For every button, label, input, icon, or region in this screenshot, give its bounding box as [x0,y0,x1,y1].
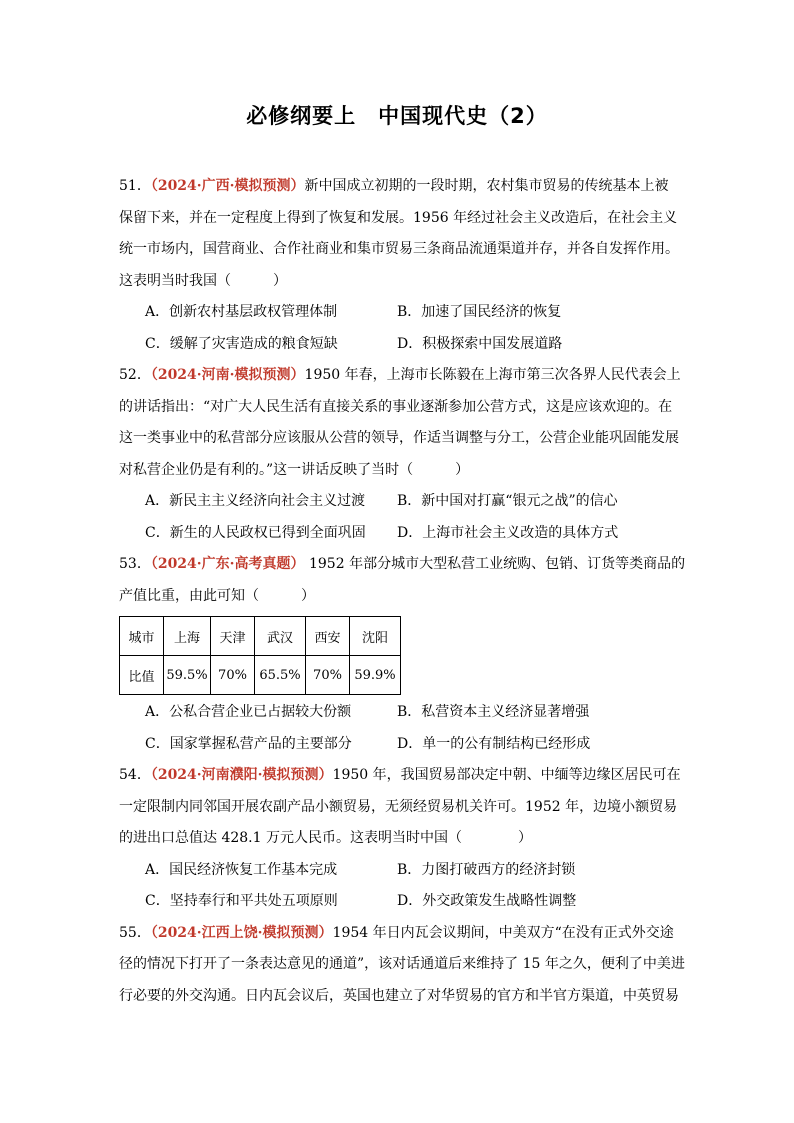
question-list [119,171,686,1012]
table-row [120,656,401,695]
question-source: （2024·江西上饶·模拟预测） [150,924,333,941]
question-text: 产值比重，由此可知（ ） [119,587,315,604]
option-b: B．加速了国民经济的恢复 [397,304,562,320]
table-cell: 70% [306,656,350,695]
option-d: D．单一的公有制结构已经形成 [397,735,591,752]
option-d: D．积极探索中国发展道路 [397,335,563,352]
question-51 [119,171,679,360]
question-52 [119,360,679,549]
option-a: A．公私合营企业已占据较大份额 [145,704,352,720]
question-text: 对私营企业仍是有利的。”这一讲话反映了当时（ ） [119,461,470,478]
question-text: 保留下来，并在一定程度上得到了恢复和发展。1956 年经过社会主义改造后，在社会主义 [119,209,678,226]
option-b: B．新中国对打赢“银元之战”的信心 [397,493,618,509]
question-text: 统一市场内，国营商业、合作社商业和集市贸易三条商品流通渠道并存，并各自发挥作用。 [119,241,679,257]
table-cell: 武汉 [255,617,306,656]
option-c: C．国家掌握私营产品的主要部分 [145,735,352,752]
option-b: B．力图打破西方的经济封锁 [397,861,576,878]
option-c: C．新生的人民政权已得到全面巩固 [145,524,366,541]
option-d: D．上海市社会主义改造的具体方式 [397,524,619,541]
question-text: 这一类事业中的私营部分应该服从公营的领导，作适当调整与分工，公营企业能巩固能发展 [119,430,679,446]
question-54 [119,760,679,918]
question-53 [119,549,686,760]
table-cell: 天津 [211,617,255,656]
table-cell: 65.5% [255,656,306,695]
option-b: B．私营资本主义经济显著增强 [397,704,590,720]
table-cell: 70% [211,656,255,695]
option-c: C．坚持奉行和平共处五项原则 [145,893,338,909]
question-number: 51． [119,178,151,194]
question-number: 55． [119,924,151,941]
page-title: 必修纲要上 中国现代史（2） [246,104,548,128]
question-source: （2024·广西·模拟预测） [150,178,305,194]
question-number: 53． [119,556,151,572]
question-number: 54． [119,767,151,783]
question-source: （2024·广东·高考真题） [150,556,305,572]
question-text: 行必要的外交沟通。日内瓦会议后，英国也建立了对华贸易的官方和半官方渠道，中英贸易 [119,987,679,1004]
question-number: 52． [119,367,151,383]
option-a: A．创新农村基层政权管理体制 [145,304,338,320]
table-cell: 沈阳 [350,617,401,656]
table-cell: 59.5% [164,656,211,695]
option-a: A．新民主主义经济向社会主义过渡 [145,493,366,509]
question-text: 1950 年，我国贸易部决定中朝、中缅等边缘区居民可在 [332,767,681,783]
table-header-row [120,617,401,656]
question-text: 1950 年春，上海市长陈毅在上海市第三次各界人民代表会上 [304,367,681,383]
table-cell: 上海 [164,617,211,656]
option-c: C．缓解了灾害造成的粮食短缺 [145,335,338,352]
question-text: 1952 年部分城市大型私营工业统购、包销、订货等类商品的 [304,556,686,572]
city-ratio-table [119,616,401,695]
question-text: 的进出口总值达 428.1 万元人民币。这表明当时中国（ ） [119,830,532,846]
table-cell: 比值 [120,656,164,695]
question-text: 的讲话指出：“对广大人民生活有直接关系的事业逐渐参加公营方式，这是应该欢迎的。在 [119,398,673,415]
question-text: 新中国成立初期的一段时期，农村集市贸易的传统基本上被 [304,178,669,194]
option-d: D．外交政策发生战略性调整 [397,893,577,909]
question-source: （2024·河南·模拟预测） [150,367,305,383]
option-a: A．国民经济恢复工作基本完成 [145,861,338,878]
question-55 [119,918,685,1013]
question-text: 一定限制内同邻国开展农副产品小额贸易，无须经贸易机关许可。1952 年，边境小额贸易 [119,798,678,815]
table-cell: 59.9% [350,656,401,695]
question-text: 径的情况下打开了一条表达意见的通道”，该对话通道后来维持了 15 年之久，便利了中美进 [119,956,685,972]
question-text: 这表明当时我国（ ） [119,272,287,289]
question-source: （2024·河南濮阳·模拟预测） [150,767,333,783]
table-cell: 西安 [306,617,350,656]
table-cell: 城市 [120,617,164,656]
question-text: 1954 年日内瓦会议期间，中美双方“在没有正式外交途 [332,924,674,941]
